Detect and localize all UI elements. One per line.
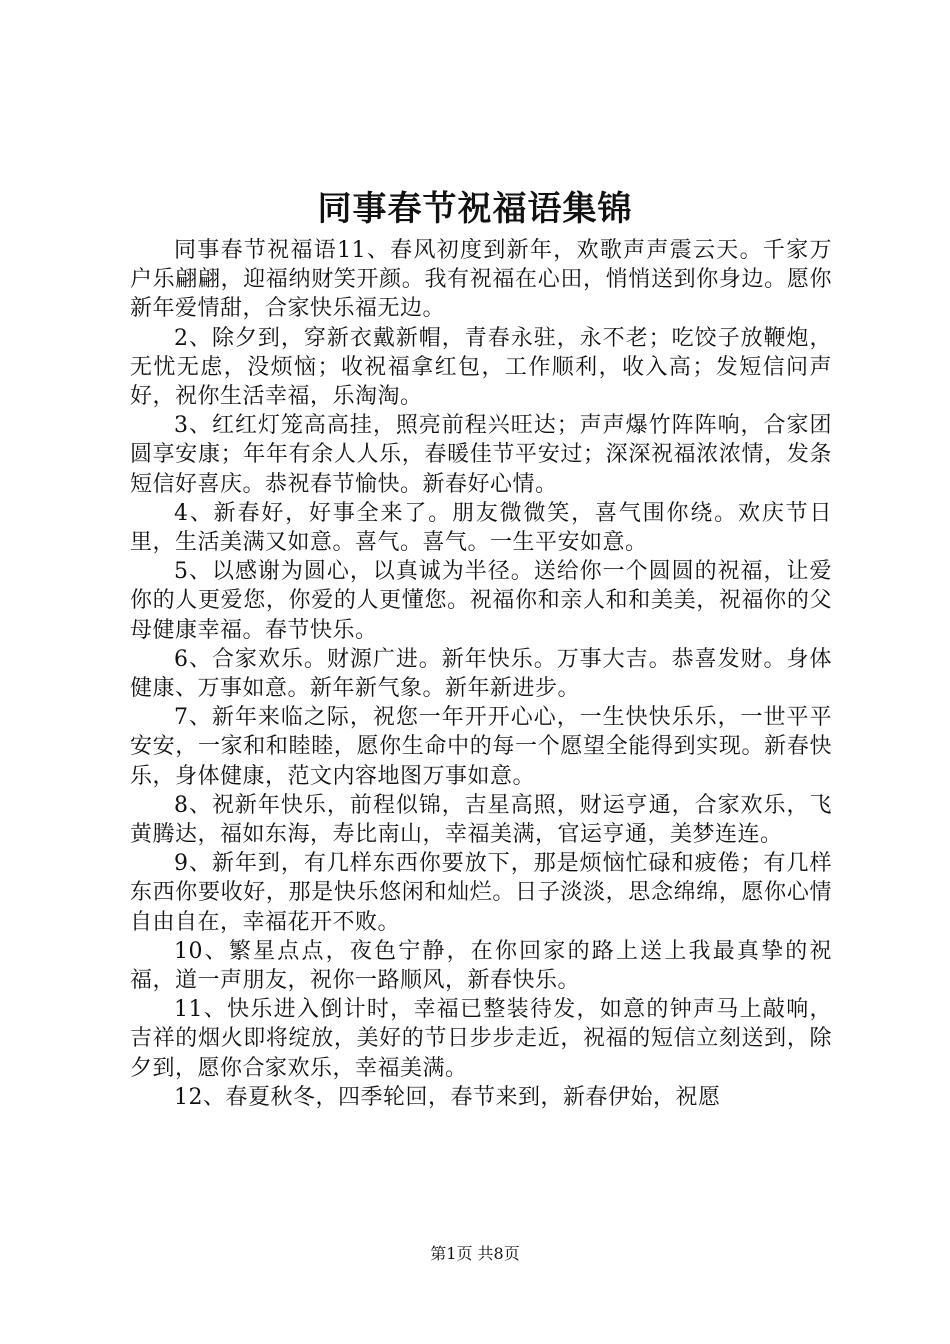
- document-body: [130, 236, 832, 1112]
- page-number: 第1页 共8页: [430, 1244, 520, 1263]
- paragraph: 12、春夏秋冬，四季轮回，春节来到，新春伊始，祝愿: [174, 1084, 721, 1110]
- paragraph: 9、新年到，有几样东西你要放下，那是烦恼忙碌和疲倦；有几样东西你要收好，那是快乐悠闲和灿烂。日子淡淡，思念绵绵，愿你心情自由自在，幸福花开不败。: [130, 851, 832, 935]
- paragraph: 10、繁星点点，夜色宁静，在你回家的路上送上我最真挚的祝福，道一声朋友，祝你一路顺风，新春快乐。: [130, 938, 832, 994]
- paragraph: 6、合家欢乐。财源广进。新年快乐。万事大吉。恭喜发财。身体健康、万事如意。新年新气象。新年新进步。: [130, 646, 832, 702]
- paragraph: 11、快乐进入倒计时，幸福已整装待发，如意的钟声马上敲响，吉祥的烟火即将绽放，美好的节日步步走近，祝福的短信立刻送到，除夕到，愿你合家欢乐，幸福美满。: [130, 997, 832, 1081]
- paragraph: 4、新春好，好事全来了。朋友微微笑，喜气围你绕。欢庆节日里，生活美满又如意。喜气。喜气。一生平安如意。: [130, 500, 832, 556]
- paragraph: 3、红红灯笼高高挂，照亮前程兴旺达；声声爆竹阵阵响，合家团圆享安康；年年有余人人乐，春暖佳节平安过；深深祝福浓浓情，发条短信好喜庆。恭祝春节愉快。新春好心情。: [130, 413, 832, 497]
- document-title: 同事春节祝福语集锦: [317, 189, 633, 229]
- paragraph: 同事春节祝福语11、春风初度到新年，欢歌声声震云天。千家万户乐翩翩，迎福纳财笑开颜。我有祝福在心田，悄悄送到你身边。愿你新年爱情甜，合家快乐福无边。: [130, 238, 832, 322]
- paragraph: 8、祝新年快乐，前程似锦，吉星高照，财运亨通，合家欢乐，飞黄腾达，福如东海，寿比南山，幸福美满，官运亨通，美梦连连。: [130, 792, 832, 848]
- paragraph: 7、新年来临之际，祝您一年开开心心，一生快快乐乐，一世平平安安，一家和和睦睦，愿你生命中的每一个愿望全能得到实现。新春快乐，身体健康，范文内容地图万事如意。: [130, 705, 832, 789]
- paragraph: 5、以感谢为圆心，以真诚为半径。送给你一个圆圆的祝福，让爱你的人更爱您，你爱的人更懂您。祝福你和亲人和和美美，祝福你的父母健康幸福。春节快乐。: [130, 559, 832, 643]
- paragraph: 2、除夕到，穿新衣戴新帽，青春永驻，永不老；吃饺子放鞭炮，无忧无虑，没烦恼；收祝福拿红包，工作顺利，收入高；发短信问声好，祝你生活幸福，乐淘淘。: [130, 325, 832, 410]
